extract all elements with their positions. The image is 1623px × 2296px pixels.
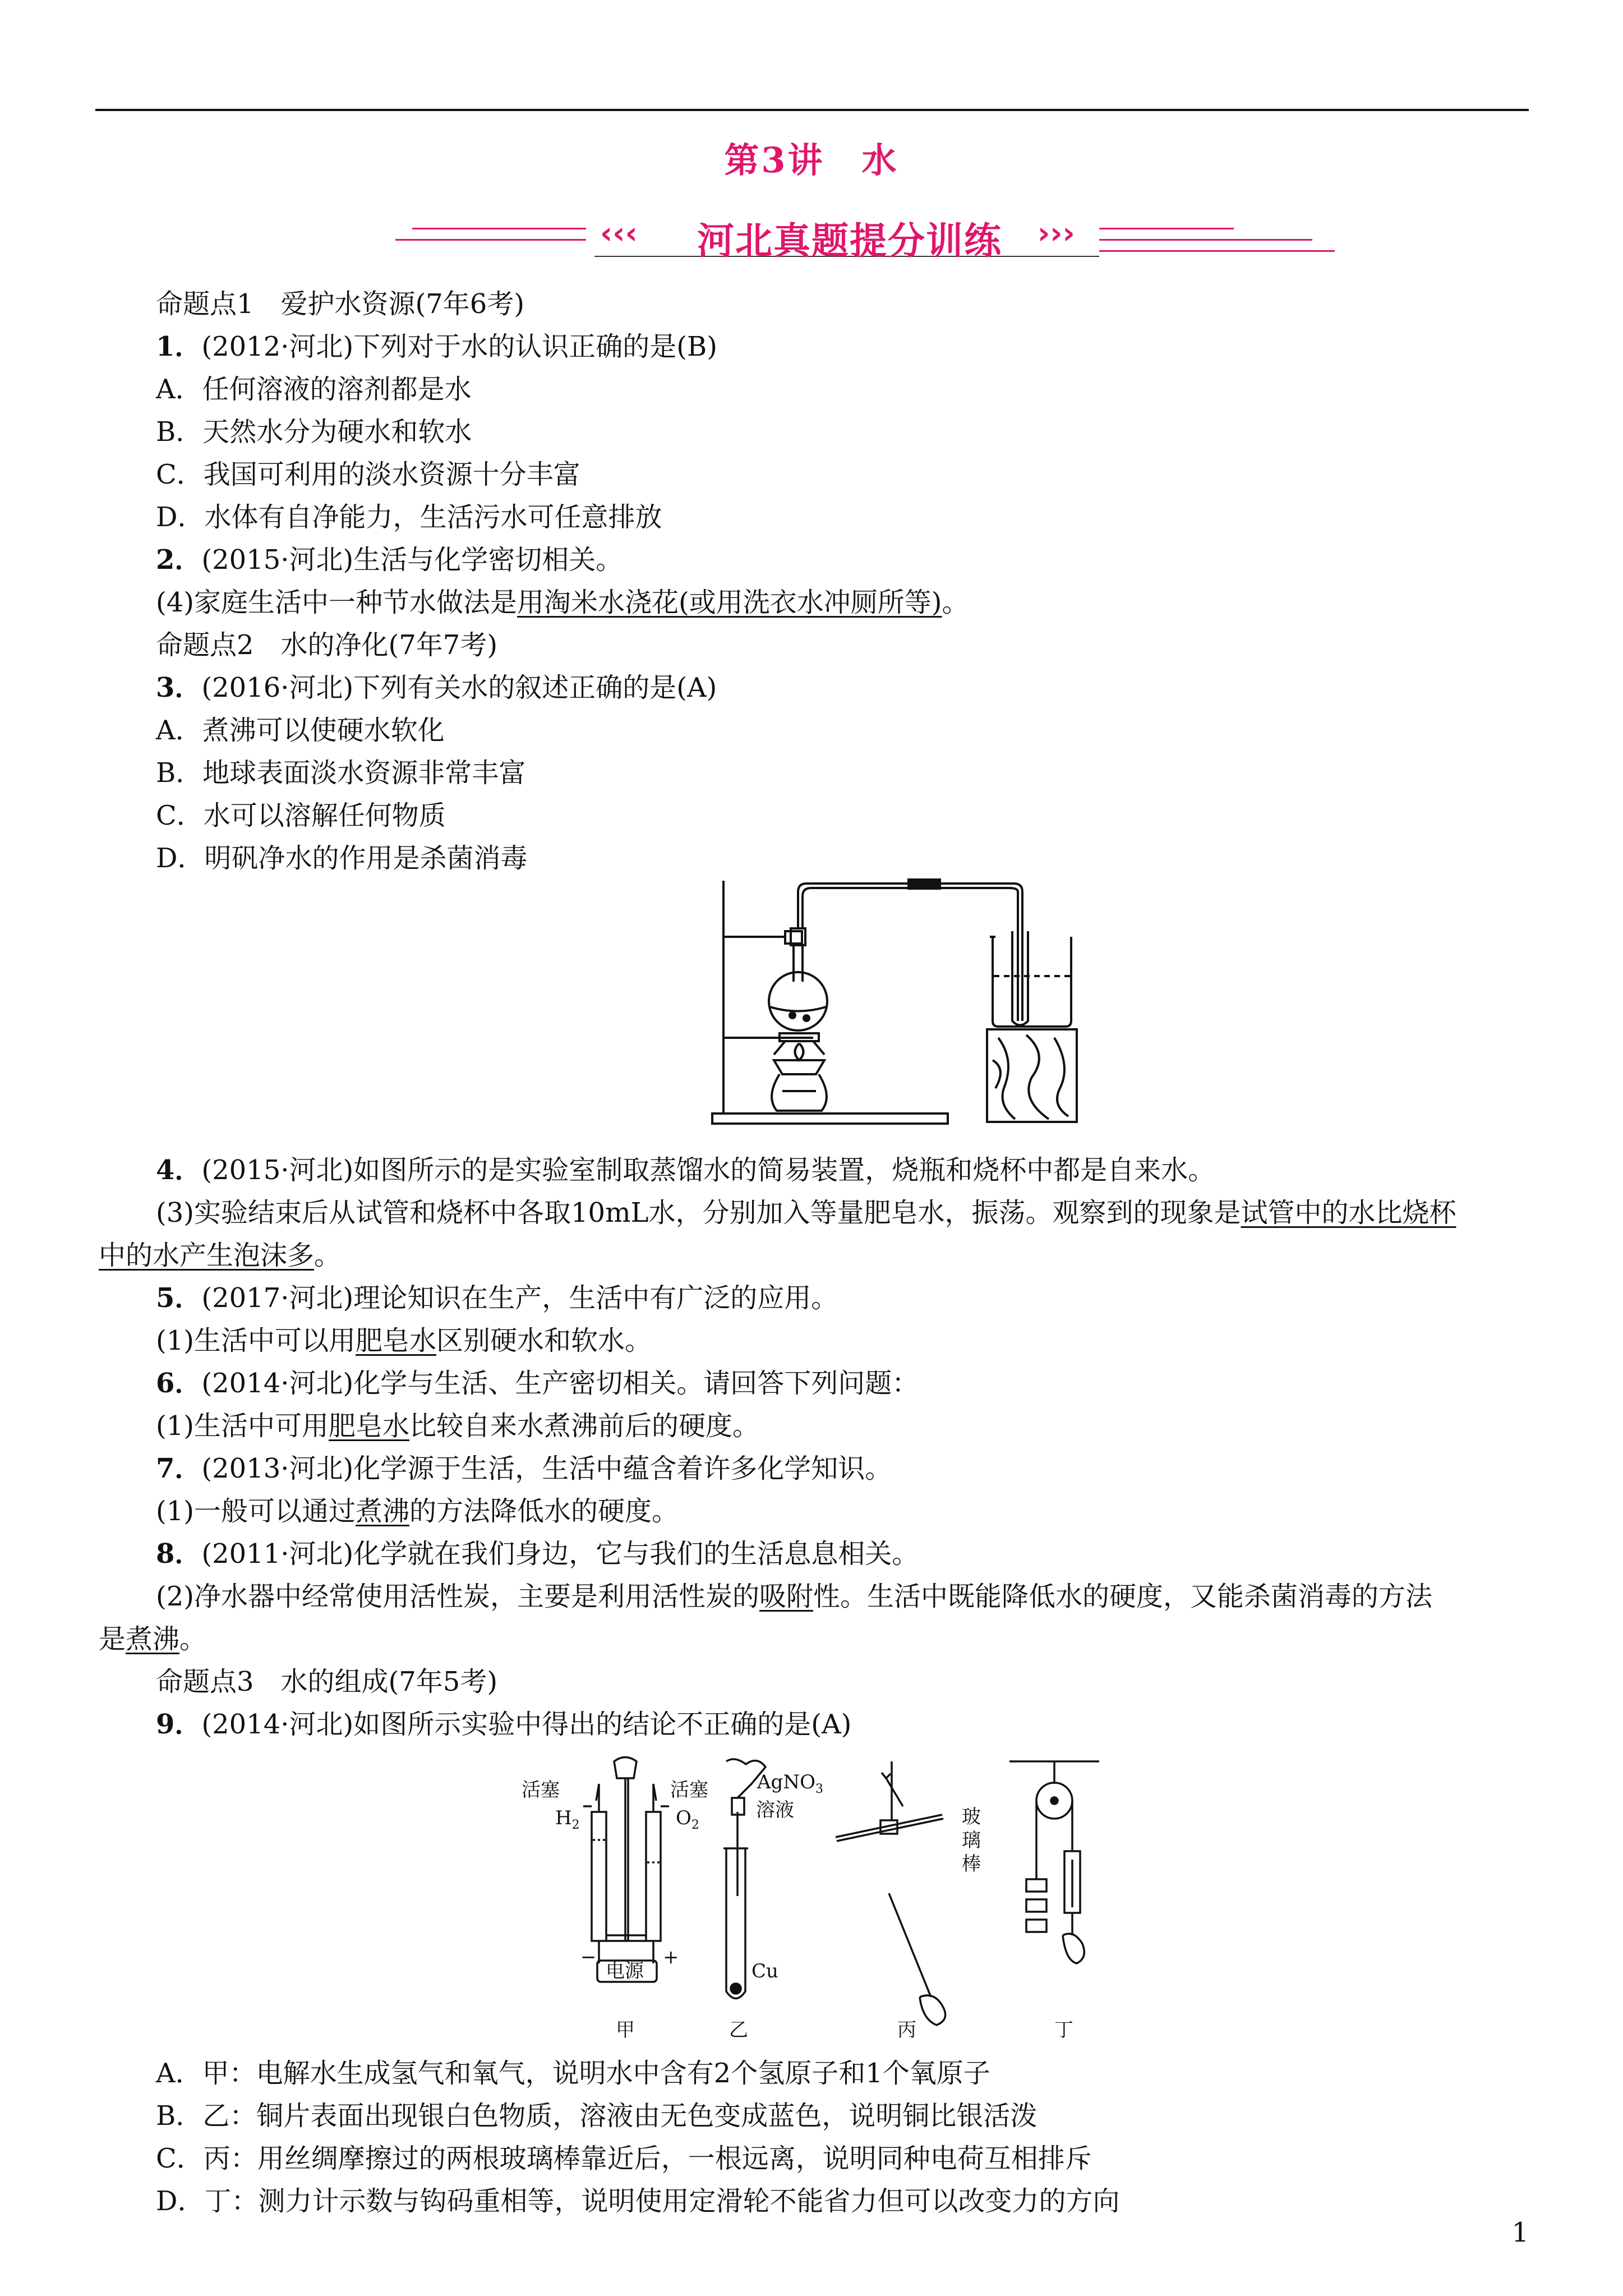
label-bing: 丙 bbox=[897, 2019, 916, 2041]
answer-underlined: 煮沸 bbox=[126, 1623, 180, 1655]
text-line bbox=[156, 1706, 851, 1742]
line-text-tail: 。 bbox=[314, 1240, 342, 1271]
text-line bbox=[99, 1237, 341, 1273]
line-text: 命题点2 水的净化(7年7考) bbox=[156, 629, 498, 661]
text-line bbox=[156, 627, 497, 663]
text-line bbox=[156, 1536, 919, 1572]
page-number: 1 bbox=[1511, 2217, 1529, 2248]
distillation-apparatus-figure bbox=[701, 875, 1116, 1128]
answer-underlined: 肥皂水 bbox=[356, 1325, 437, 1356]
line-text: (2017·河北)理论知识在生产，生活中有广泛的应用。 bbox=[201, 1282, 838, 1314]
line-text: A．煮沸可以使硬水软化 bbox=[156, 715, 445, 746]
line-text: 是 bbox=[99, 1623, 126, 1655]
text-line bbox=[156, 2183, 1120, 2219]
text-line bbox=[156, 371, 472, 407]
line-text: 命题点1 爱护水资源(7年6考) bbox=[156, 288, 525, 320]
line-text: D．明矾净水的作用是杀菌消毒 bbox=[156, 843, 528, 874]
label-jia: 甲 bbox=[616, 2019, 635, 2041]
chevron-right-icon: ››› bbox=[1038, 215, 1075, 251]
text-line bbox=[156, 542, 623, 578]
line-text: (2015·河北)如图所示的是实验室制取蒸馏水的简易装置，烧瓶和烧杯中都是自来水。 bbox=[201, 1154, 1215, 1186]
section-banner bbox=[0, 211, 1623, 273]
cu-label: Cu bbox=[751, 1960, 778, 1982]
text-line bbox=[156, 585, 969, 620]
question-number: 1． bbox=[156, 331, 202, 362]
line-text: 命题点3 水的组成(7年5考) bbox=[156, 1666, 498, 1697]
text-line bbox=[156, 2055, 990, 2091]
answer-underlined: 试管中的水比烧杯 bbox=[1241, 1197, 1456, 1228]
plus-label: + bbox=[663, 1946, 679, 1968]
header-rule bbox=[95, 109, 1529, 111]
text-line bbox=[156, 457, 580, 493]
text-line bbox=[156, 670, 717, 706]
answer-underlined: 煮沸 bbox=[356, 1496, 410, 1527]
text-line bbox=[156, 329, 717, 365]
huosai-left-label: 活塞 bbox=[522, 1779, 560, 1801]
line-text: (2014·河北)化学与生活、生产密切相关。请回答下列问题： bbox=[201, 1368, 919, 1399]
line-text-tail: 的方法降低水的硬度。 bbox=[409, 1496, 679, 1527]
line-text: (1)生活中可用 bbox=[156, 1410, 329, 1442]
text-line bbox=[156, 1365, 919, 1401]
banner-text: 河北真题提分训练 bbox=[697, 219, 1002, 263]
line-text: (2016·河北)下列有关水的叙述正确的是(A) bbox=[201, 672, 717, 703]
agno3-label: AgNO$_3$ bbox=[757, 1771, 823, 1796]
text-line bbox=[156, 840, 528, 876]
line-text-tail: 区别硬水和软水。 bbox=[436, 1325, 652, 1356]
chevron-left-icon: ‹‹‹ bbox=[600, 215, 638, 251]
line-text: C．我国可利用的淡水资源十分丰富 bbox=[156, 459, 580, 490]
experiments-figure bbox=[516, 1750, 1172, 2042]
question-number: 4． bbox=[156, 1154, 202, 1186]
question-number: 7． bbox=[156, 1453, 202, 1484]
glass-rod-label-3: 棒 bbox=[962, 1853, 981, 1875]
text-line bbox=[156, 1280, 838, 1316]
text-line bbox=[156, 414, 472, 450]
text-line bbox=[156, 712, 445, 748]
agno3-solution-label: 溶液 bbox=[756, 1799, 794, 1821]
answer-underlined: 用淘米水浇花(或用洗衣水冲厕所等) bbox=[517, 587, 942, 618]
line-text-tail: 。 bbox=[942, 587, 969, 618]
line-text: (1)生活中可以用 bbox=[156, 1325, 356, 1356]
answer-underlined: 肥皂水 bbox=[329, 1410, 410, 1442]
line-text: D．丁：测力计示数与钩码重相等，说明使用定滑轮不能省力但可以改变力的方向 bbox=[156, 2185, 1120, 2217]
text-line bbox=[156, 2141, 1092, 2177]
line-text: (2015·河北)生活与化学密切相关。 bbox=[201, 544, 623, 576]
text-line bbox=[156, 1195, 1456, 1231]
glass-rod-label-2: 璃 bbox=[962, 1829, 981, 1852]
text-line bbox=[156, 1664, 497, 1700]
question-number: 9． bbox=[156, 1709, 202, 1740]
answer-underlined: 中的水产生泡沫多 bbox=[99, 1240, 315, 1271]
line-text: C．水可以溶解任何物质 bbox=[156, 800, 446, 831]
line-text: (3)实验结束后从试管和烧杯中各取10mL水，分别加入等量肥皂水，振荡。观察到的现象是 bbox=[156, 1197, 1241, 1228]
line-text: B．天然水分为硬水和软水 bbox=[156, 416, 472, 448]
text-line bbox=[156, 499, 662, 535]
line-text: (2012·河北)下列对于水的认识正确的是(B) bbox=[201, 331, 718, 362]
line-text: A．甲：电解水生成氢气和氧气，说明水中含有2个氢原子和1个氧原子 bbox=[156, 2058, 990, 2089]
line-text: D．水体有自净能力，生活污水可任意排放 bbox=[156, 501, 662, 533]
label-yi: 乙 bbox=[729, 2019, 748, 2041]
line-text: (2013·河北)化学源于生活，生活中蕴含着许多化学知识。 bbox=[201, 1453, 892, 1484]
text-line bbox=[156, 286, 524, 322]
line-text: (2014·河北)如图所示实验中得出的结论不正确的是(A) bbox=[201, 1709, 852, 1740]
line-text: A．任何溶液的溶剂都是水 bbox=[156, 374, 472, 405]
text-line bbox=[156, 1323, 652, 1359]
line-text: B．乙：铜片表面出现银白色物质，溶液由无色变成蓝色，说明铜比银活泼 bbox=[156, 2100, 1038, 2132]
question-number: 3． bbox=[156, 672, 202, 703]
minus-label: − bbox=[580, 1946, 597, 1968]
line-text-tail: 比较自来水煮沸前后的硬度。 bbox=[409, 1410, 760, 1442]
page-title: 第3讲 水 bbox=[724, 140, 899, 181]
question-number: 5． bbox=[156, 1282, 202, 1314]
line-text-tail: 性。生活中既能降低水的硬度，又能杀菌消毒的方法 bbox=[813, 1581, 1433, 1612]
line-text: (4)家庭生活中一种节水做法是 bbox=[156, 587, 517, 618]
line-text: (2011·河北)化学就在我们身边，它与我们的生活息息相关。 bbox=[201, 1538, 919, 1570]
line-text: (1)一般可以通过 bbox=[156, 1496, 356, 1527]
question-number: 6． bbox=[156, 1368, 202, 1399]
text-line bbox=[156, 2098, 1037, 2134]
label-ding: 丁 bbox=[1054, 2019, 1073, 2041]
line-text: B．地球表面淡水资源非常丰富 bbox=[156, 757, 526, 789]
h2-label: $H_2$ bbox=[555, 1807, 580, 1832]
text-line bbox=[156, 1579, 1432, 1614]
question-number: 8． bbox=[156, 1538, 202, 1570]
o2-label: $O_2$ bbox=[676, 1807, 699, 1832]
glass-rod-label-1: 玻 bbox=[962, 1806, 981, 1828]
text-line bbox=[156, 798, 446, 834]
text-line bbox=[156, 1152, 1215, 1188]
text-line bbox=[99, 1621, 206, 1657]
text-line bbox=[156, 755, 525, 791]
line-text: (2)净水器中经常使用活性炭，主要是利用活性炭的 bbox=[156, 1581, 759, 1612]
line-text-tail: 。 bbox=[179, 1623, 207, 1655]
power-label: 电源 bbox=[606, 1960, 644, 1982]
question-number: 2． bbox=[156, 544, 202, 576]
text-line bbox=[156, 1408, 759, 1444]
huosai-right-label: 活塞 bbox=[670, 1779, 708, 1801]
answer-underlined: 吸附 bbox=[759, 1581, 814, 1612]
text-line bbox=[156, 1451, 892, 1487]
line-text: C．丙：用丝绸摩擦过的两根玻璃棒靠近后，一根远离，说明同种电荷互相排斥 bbox=[156, 2143, 1092, 2174]
text-line bbox=[156, 1493, 679, 1529]
